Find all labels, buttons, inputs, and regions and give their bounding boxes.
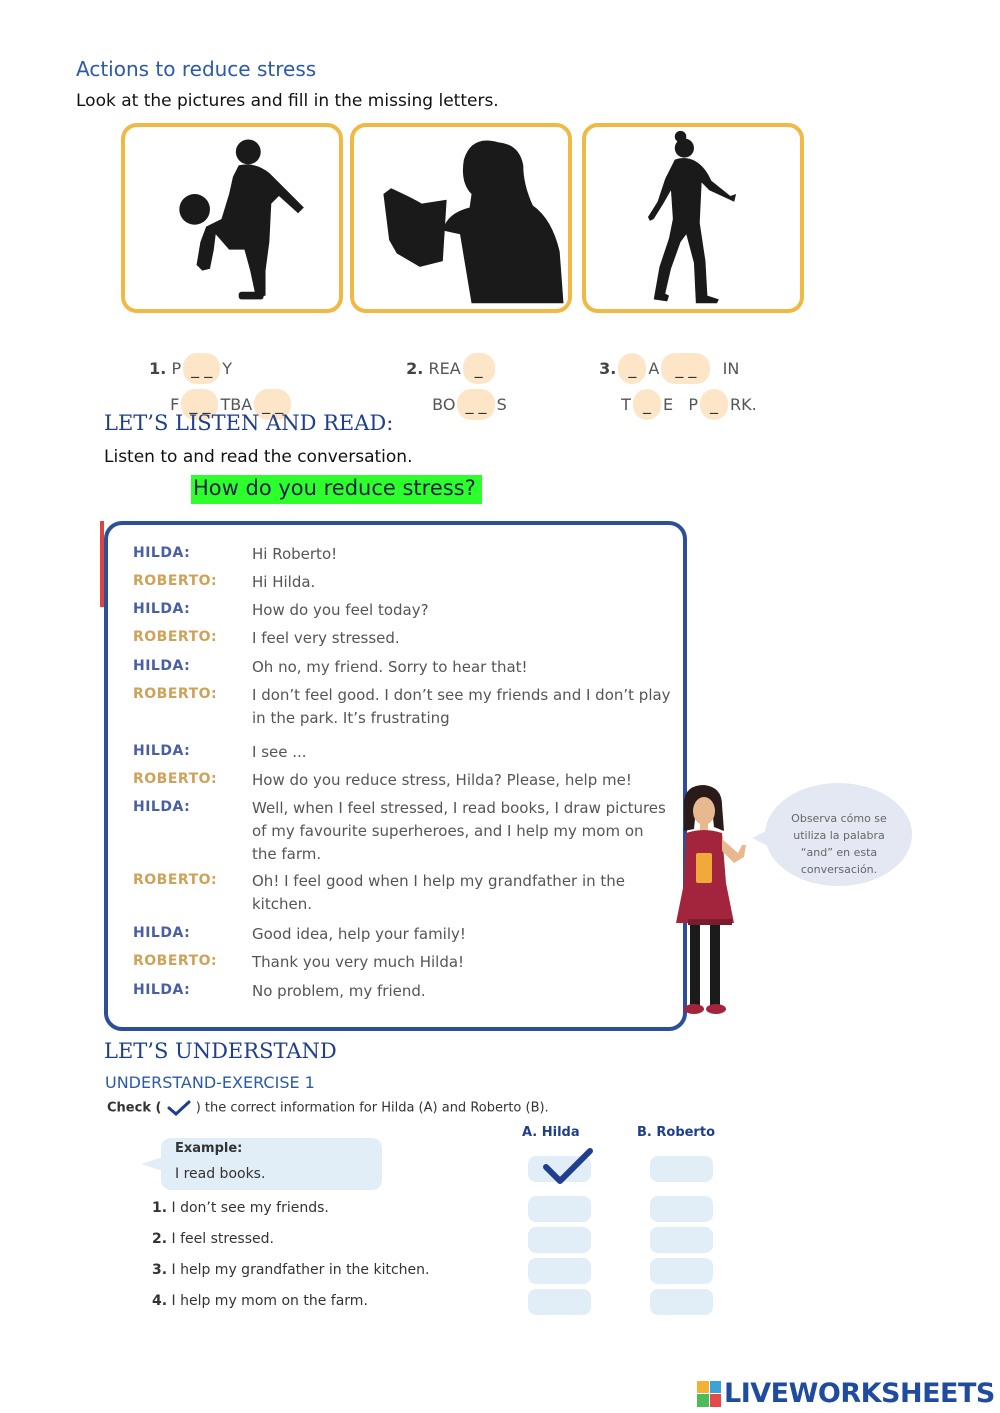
speaker-label: ROBERTO: (133, 629, 218, 645)
blank-input[interactable]: _ _ (457, 389, 494, 420)
dialogue-text: Oh! I feel good when I help my grandfather in the kitchen. (252, 872, 626, 913)
check-box-roberto[interactable] (650, 1196, 713, 1222)
checkmark-icon (540, 1145, 596, 1187)
exercise-item-number: 4. (152, 1293, 168, 1309)
picture-read-books (350, 123, 572, 313)
blank-input[interactable]: _ _ (661, 353, 710, 384)
check-box-roberto[interactable] (650, 1289, 713, 1315)
example-check-roberto[interactable] (650, 1156, 713, 1182)
girl-character-illustration (664, 783, 754, 1023)
column-header-roberto: B. Roberto (637, 1125, 715, 1140)
speaker-label: ROBERTO: (133, 686, 218, 702)
blank-input[interactable]: _ (463, 353, 495, 384)
exercise-item-text: I help my mom on the farm. (171, 1293, 368, 1309)
check-box-roberto[interactable] (650, 1258, 713, 1284)
blank-input[interactable]: _ (633, 389, 661, 420)
dialogue-text: How do you feel today? (252, 601, 429, 619)
exercise-item-number: 3. (152, 1262, 168, 1278)
exercise-item-text: I don’t see my friends. (171, 1200, 329, 1216)
example-text: I read books. (175, 1166, 266, 1182)
listen-instruction: Listen to and read the conversation. (104, 447, 413, 467)
fill-item-2-line-1: 2. REA _ (396, 334, 497, 384)
exercise-item-text: I help my grandfather in the kitchen. (171, 1262, 430, 1278)
understand-heading: LET’S UNDERSTAND (104, 1039, 337, 1063)
fill-item-3-line-1: 3. _ A _ _ IN (589, 334, 739, 384)
exercise-item (152, 1200, 329, 1216)
speaker-label: HILDA: (133, 601, 191, 617)
exercise-item-text: I feel stressed. (171, 1231, 274, 1247)
dialogue-text: I see ... (252, 743, 307, 761)
check-box-hilda[interactable] (528, 1289, 591, 1315)
blank-input[interactable]: _ _ (254, 389, 291, 420)
check-box-roberto[interactable] (650, 1227, 713, 1253)
question-banner: How do you reduce stress? (191, 475, 482, 504)
speaker-label: HILDA: (133, 982, 191, 998)
exercise-item (152, 1262, 429, 1278)
dialogue-text: How do you reduce stress, Hilda? Please, help me! (252, 771, 632, 789)
column-header-hilda: A. Hilda (522, 1125, 580, 1140)
walking-person-silhouette-icon (586, 127, 800, 309)
speaker-label: ROBERTO: (133, 872, 218, 888)
exercise-instruction: Check ( ) the correct information for Hilda (A) and Roberto (B). (107, 1100, 549, 1116)
speaker-label: HILDA: (133, 743, 191, 759)
fill-item-1-line-1: 1. P _ _ Y (139, 334, 232, 384)
exercise-item-number: 1. (152, 1200, 168, 1216)
dialogue-text: No problem, my friend. (252, 982, 426, 1000)
blank-input[interactable]: _ _ (181, 389, 218, 420)
listen-heading: LET’S LISTEN AND READ: (104, 411, 394, 435)
speech-bubble-text: Observa cómo se utiliza la palabra “and” en esta conversación. (791, 812, 887, 876)
fill-item-2-line-2: BO _ _ S (422, 370, 507, 420)
exercise-item (152, 1231, 274, 1247)
dialogue-text: Thank you very much Hilda! (252, 953, 465, 971)
reading-person-silhouette-icon (354, 127, 568, 309)
exercise-subheading: UNDERSTAND-EXERCISE 1 (105, 1073, 315, 1092)
dialogue-text: I feel very stressed. (252, 629, 400, 647)
speaker-label: ROBERTO: (133, 771, 218, 787)
example-tail (141, 1157, 163, 1171)
speaker-label: HILDA: (133, 545, 191, 561)
blank-input[interactable]: _ _ (183, 353, 220, 384)
picture-walk-in-park (582, 123, 804, 313)
exercise-item-number: 2. (152, 1231, 168, 1247)
section-title: Actions to reduce stress (76, 57, 317, 81)
speaker-label: HILDA: (133, 658, 191, 674)
dialogue-text: Good idea, help your family! (252, 925, 466, 943)
blank-input[interactable]: _ (700, 389, 728, 420)
speaker-label: ROBERTO: (133, 953, 218, 969)
speaker-label: HILDA: (133, 925, 191, 941)
speaker-label: ROBERTO: (133, 573, 218, 589)
dialogue-text: I don’t feel good. I don’t see my friends and I don’t play in the park. It’s frustrating (252, 686, 671, 727)
section-instruction: Look at the pictures and fill in the missing letters. (76, 91, 499, 111)
check-box-hilda[interactable] (528, 1227, 591, 1253)
dialogue-text: Oh no, my friend. Sorry to hear that! (252, 658, 528, 676)
logo-text: LIVEWORKSHEETS (724, 1378, 995, 1409)
picture-play-football (121, 123, 343, 313)
liveworksheets-logo (697, 1378, 995, 1409)
check-box-hilda[interactable] (528, 1258, 591, 1284)
blank-input[interactable]: _ (618, 353, 646, 384)
exercise-item (152, 1293, 368, 1309)
speaker-label: HILDA: (133, 799, 191, 815)
dialogue-text: Well, when I feel stressed, I read books, I draw pictures of my favourite superheroes, and I help my mom on the farm. (252, 799, 666, 863)
logo-badge (697, 1381, 721, 1407)
example-label: Example: (175, 1141, 243, 1156)
check-box-hilda[interactable] (528, 1196, 591, 1222)
checkmark-icon (166, 1100, 192, 1116)
fill-item-3-line-2: T _ E P _ RK. (611, 370, 757, 420)
dialogue-text: Hi Roberto! (252, 545, 338, 563)
football-player-silhouette-icon (125, 127, 339, 309)
dialogue-text: Hi Hilda. (252, 573, 316, 591)
fill-item-1-line-2: F _ _ TBA _ _ (160, 370, 293, 420)
